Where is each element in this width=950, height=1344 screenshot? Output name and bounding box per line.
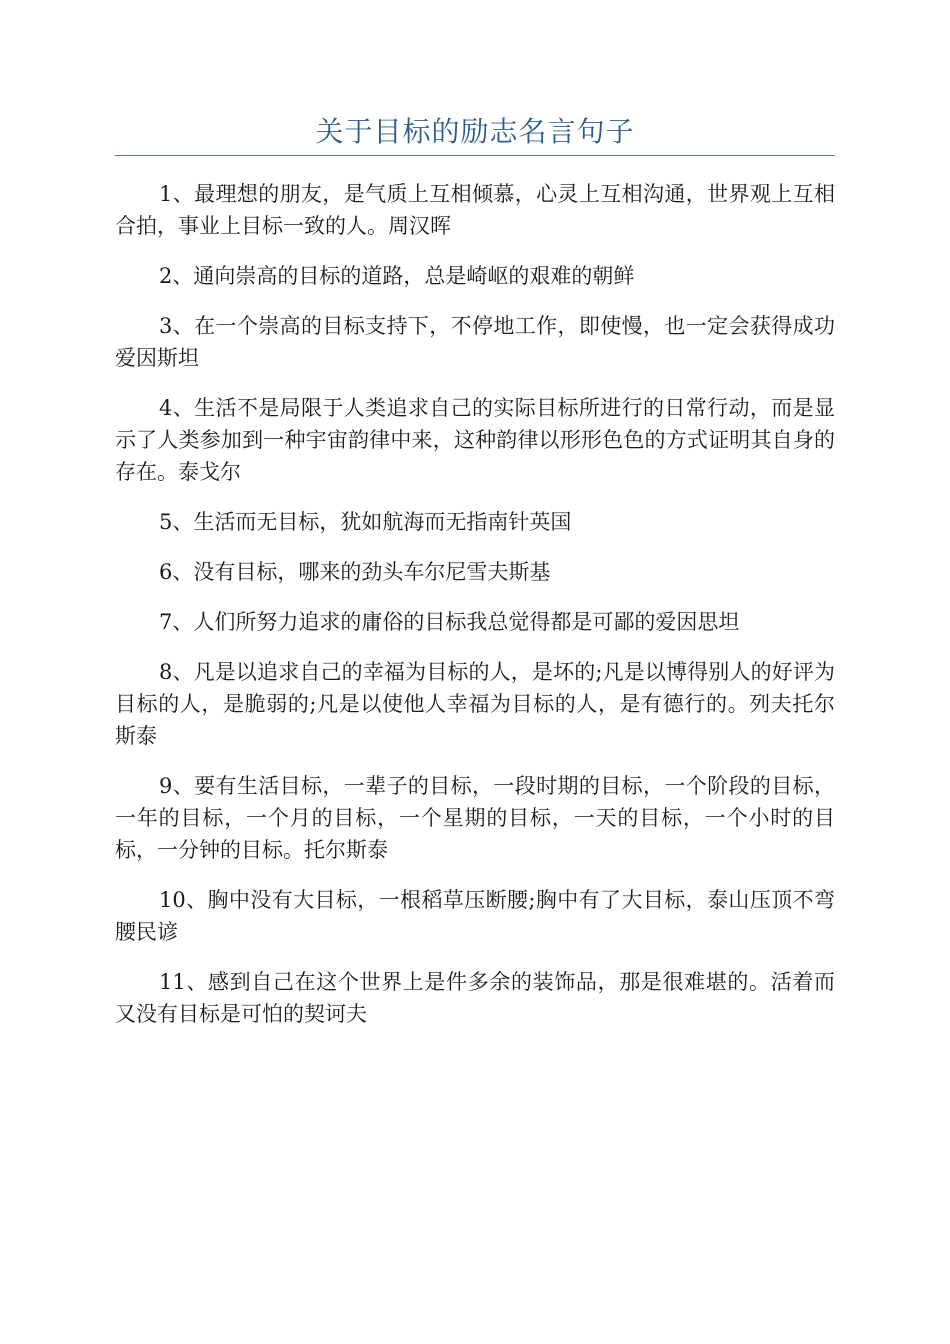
quote-paragraph-11: 11、感到自己在这个世界上是件多余的装饰品，那是很难堪的。活着而又没有目标是可怕的契诃夫 — [115, 970, 835, 1026]
quote-paragraph-8: 8、凡是以追求自己的幸福为目标的人，是坏的;凡是以博得别人的好评为目标的人，是脆弱的;凡是以使他人幸福为目标的人，是有德行的。列夫托尔斯泰 — [115, 660, 835, 748]
quote-paragraph-1: 1、最理想的朋友，是气质上互相倾慕，心灵上互相沟通，世界观上互相合拍，事业上目标一致的人。周汉晖 — [115, 182, 835, 238]
document-title: 关于目标的励志名言句子 — [315, 115, 635, 148]
quote-paragraph-6: 6、没有目标，哪来的劲头车尔尼雪夫斯基 — [159, 560, 551, 584]
document-body — [115, 178, 835, 1048]
quote-paragraph-4: 4、生活不是局限于人类追求自己的实际目标所进行的日常行动，而是显示了人类参加到一种宇宙韵律中来，这种韵律以形形色色的方式证明其自身的存在。泰戈尔 — [115, 396, 835, 484]
quote-paragraph-9: 9、要有生活目标，一辈子的目标，一段时期的目标，一个阶段的目标，一年的目标，一个月的目标，一个星期的目标，一天的目标，一个小时的目标，一分钟的目标。托尔斯泰 — [115, 774, 835, 862]
quote-paragraph-3: 3、在一个崇高的目标支持下，不停地工作，即使慢，也一定会获得成功爱因斯坦 — [115, 314, 835, 370]
quote-paragraph-10: 10、胸中没有大目标，一根稻草压断腰;胸中有了大目标，泰山压顶不弯腰民谚 — [115, 888, 835, 944]
quote-paragraph-7: 7、人们所努力追求的庸俗的目标我总觉得都是可鄙的爱因思坦 — [159, 610, 740, 634]
title-underline — [115, 155, 835, 156]
quote-paragraph-5: 5、生活而无目标，犹如航海而无指南针英国 — [159, 510, 572, 534]
quote-paragraph-2: 2、通向崇高的目标的道路，总是崎岖的艰难的朝鲜 — [159, 264, 635, 288]
